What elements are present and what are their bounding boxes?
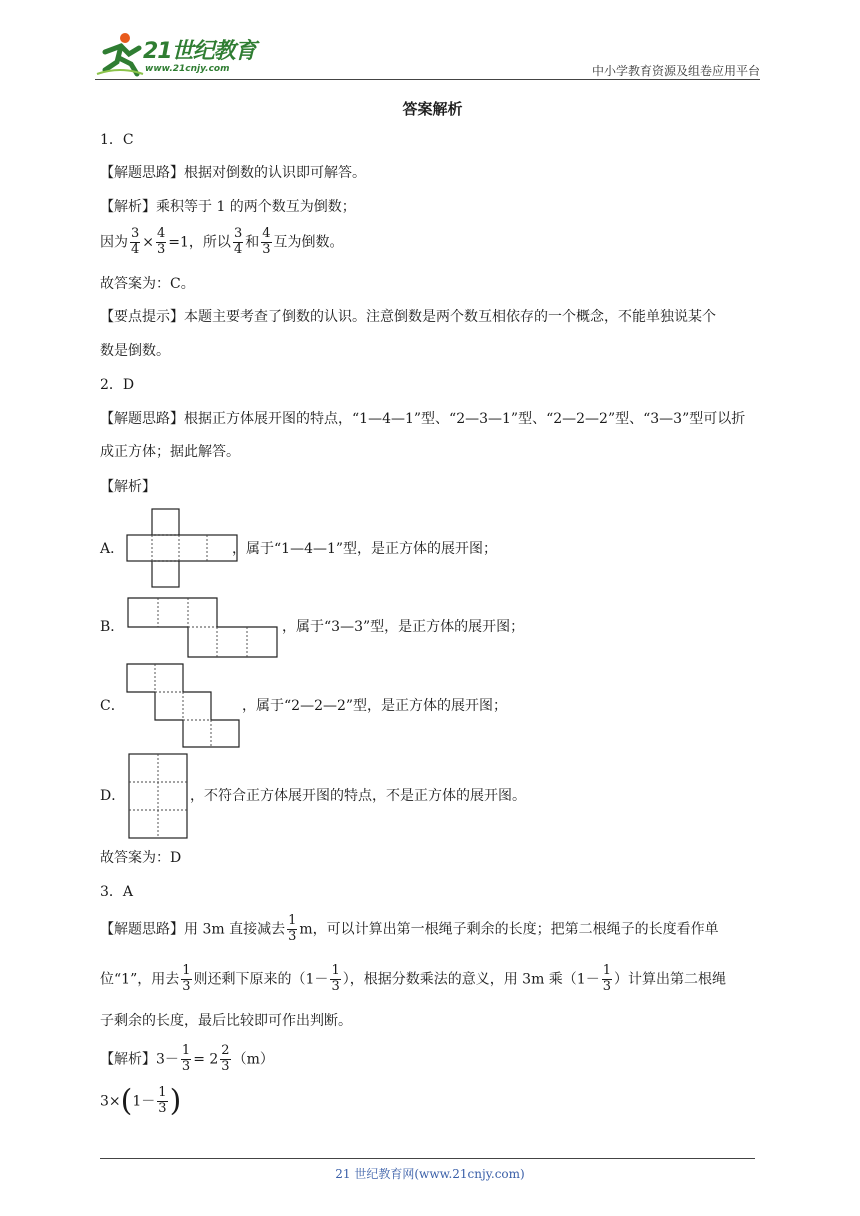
- fraction: $\frac{4}{3}$: [157, 226, 166, 257]
- footer-divider: [100, 1158, 755, 1159]
- fraction: $\frac{1}{3}$: [288, 913, 297, 944]
- q2-answer: 故答案为：D: [100, 850, 182, 866]
- q3-analysis-eq1: 【解析】3－ $\frac{1}{3}$ = 2 $\frac{2}{3}$ （m）: [100, 1043, 274, 1074]
- header-divider: [95, 79, 760, 80]
- q2-option-d-text: ，不符合正方体展开图的特点，不是正方体的展开图。: [190, 788, 526, 804]
- logo-url: www.21cnjy.com: [145, 64, 230, 74]
- cube-net-d: [128, 753, 188, 839]
- fraction: $\frac{1}{3}$: [158, 1085, 167, 1116]
- runner-logo-icon: [95, 30, 145, 78]
- q1-equation: 因为 $\frac{3}{4}$ × $\frac{4}{3}$ =1，所以 $\frac{3}{4}$ 和 $\frac{4}{3}$ 互为倒数。: [100, 226, 344, 257]
- fraction: $\frac{3}{4}$: [233, 226, 243, 257]
- fraction: $\frac{2}{3}$: [221, 1043, 230, 1074]
- cube-net-a: [126, 508, 238, 588]
- q2-approach-line2: 成正方体；据此解答。: [100, 444, 240, 460]
- q1-tip-line1: 【要点提示】本题主要考查了倒数的认识。注意倒数是两个数互相依存的一个概念，不能单独说某个: [100, 309, 716, 325]
- q3-approach-line1: 【解题思路】用 3m 直接减去 $\frac{1}{3}$ m，可以计算出第一根绳子剩余的长度；把第二根绳子的长度看作单: [100, 913, 719, 944]
- q2-option-b-label: B．: [100, 619, 125, 635]
- q2-approach-line1: 【解题思路】根据正方体展开图的特点，“1—4—1”型、“2—3—1”型、“2—2—2”型、“3—3”型可以折: [100, 411, 746, 427]
- q1-tip-line2: 数是倒数。: [100, 343, 170, 359]
- cube-net-c: [126, 663, 240, 748]
- q2-option-a-label: A．: [100, 541, 125, 557]
- fraction: $\frac{1}{3}$: [331, 963, 340, 994]
- page-title: 答案解析: [402, 100, 463, 118]
- fraction: $\frac{1}{3}$: [181, 1043, 191, 1074]
- fraction: $\frac{4}{3}$: [262, 226, 271, 257]
- cube-net-b: [127, 597, 279, 659]
- q2-option-b-text: ，属于“3—3”型，是正方体的展开图；: [282, 619, 525, 635]
- q1-analysis: 【解析】乘积等于 1 的两个数互为倒数；: [100, 199, 356, 215]
- q3-approach-line3: 子剩余的长度，最后比较即可作出判断。: [100, 1013, 352, 1029]
- q3-number: 3．A: [100, 884, 134, 900]
- header-platform-text: 中小学教育资源及组卷应用平台: [591, 64, 760, 78]
- q2-analysis: 【解析】: [100, 479, 156, 495]
- q1-approach: 【解题思路】根据对倒数的认识即可解答。: [100, 165, 366, 181]
- page-header: [95, 30, 760, 80]
- q3-analysis-eq2: 3×(1－ $\frac{1}{3}$ ): [100, 1083, 182, 1119]
- fraction: $\frac{1}{3}$: [602, 963, 611, 994]
- fraction: $\frac{1}{3}$: [182, 963, 191, 994]
- q1-answer: 故答案为：C。: [100, 276, 195, 292]
- fraction: $\frac{3}{4}$: [131, 226, 140, 257]
- logo-text: 21世纪教育: [143, 39, 256, 64]
- q2-option-d-label: D．: [100, 788, 126, 804]
- q2-option-c-label: C．: [100, 698, 125, 714]
- footer-text: 21 世纪教育网(www.21cnjy.com): [335, 1167, 525, 1181]
- q2-option-c-text: ，属于“2—2—2”型，是正方体的展开图；: [242, 698, 508, 714]
- q2-number: 2．D: [100, 377, 135, 393]
- logo: [95, 30, 265, 78]
- q1-number: 1．C: [100, 132, 134, 148]
- q2-option-a-text: ，属于“1—4—1”型，是正方体的展开图；: [232, 541, 498, 557]
- q1-because: 因为: [100, 234, 128, 251]
- q3-approach-line2: 位“1”，用去 $\frac{1}{3}$ 则还剩下原来的（1－ $\frac{1}{3}$ ），根据分数乘法的意义，用 3m 乘（1－ $\frac{1}{3}$ ）计算出第二根绳: [100, 963, 726, 994]
